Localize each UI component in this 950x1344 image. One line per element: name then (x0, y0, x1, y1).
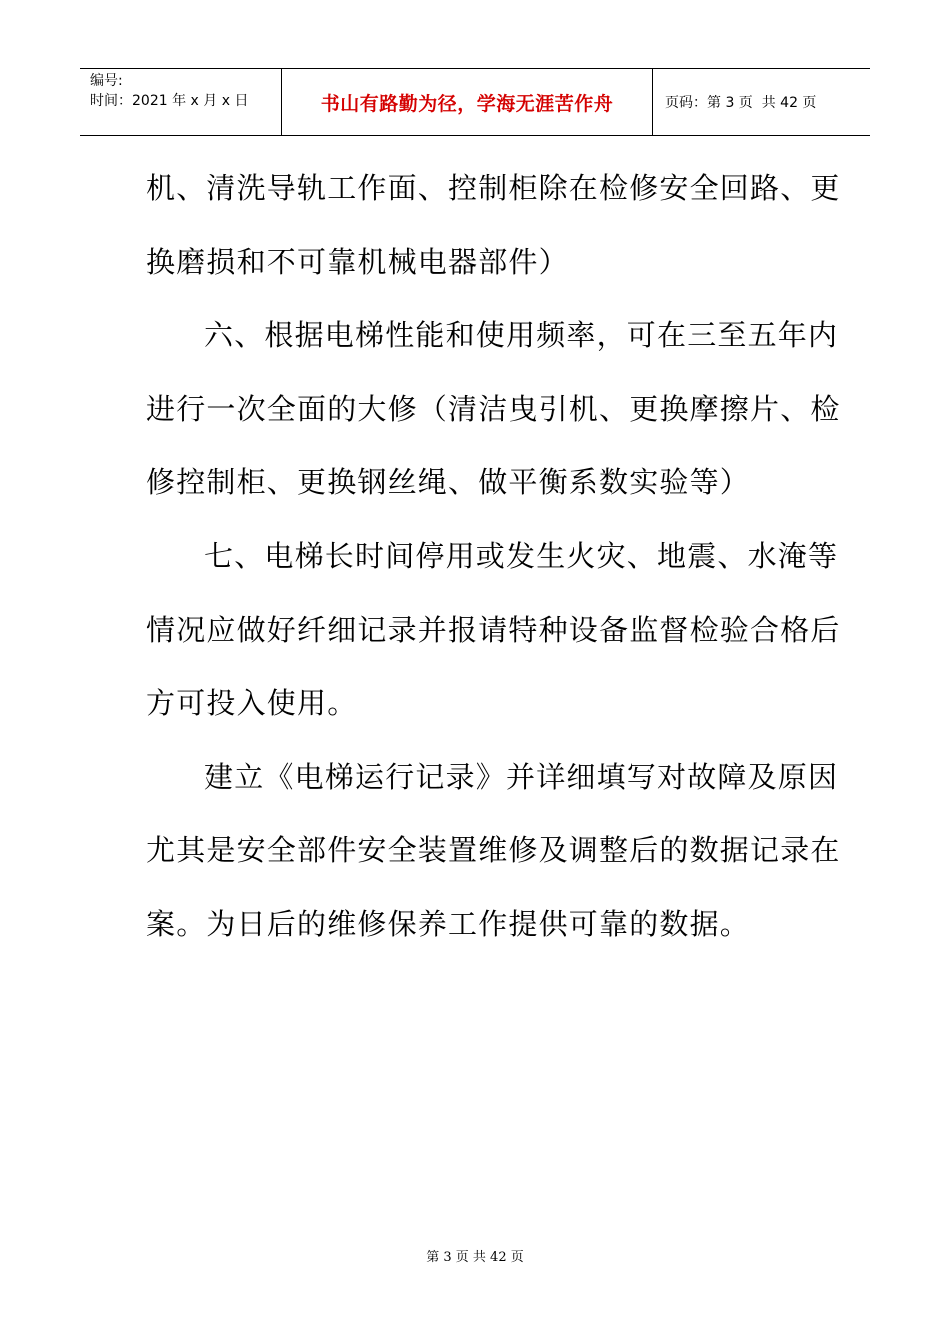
body-line: 修控制柜、更换钢丝绳、做平衡系数实验等） (146, 465, 751, 500)
body-line: 方可投入使用。 (146, 686, 358, 721)
header-meta-cell (80, 69, 282, 135)
body-line: 建立《电梯运行记录》并详细填写对故障及原因 (204, 759, 839, 794)
body-line: 尤其是安全部件安全装置维修及调整后的数据记录在 (146, 833, 841, 868)
body-line: 七、电梯长时间停用或发生火灾、地震、水淹等 (204, 538, 839, 573)
header-time-label: 时间：2021 年 x 月 x 日 (90, 93, 249, 109)
page-footer: 第 3 页 共 42 页 (426, 1250, 524, 1265)
body-line: 情况应做好纤细记录并报请特种设备监督检验合格后 (146, 612, 841, 647)
body-line: 进行一次全面的大修（清洁曳引机、更换摩擦片、检 (146, 391, 841, 426)
body-line: 换磨损和不可靠机械电器部件） (146, 244, 569, 279)
body-line: 机、清洗导轨工作面、控制柜除在检修安全回路、更 (146, 171, 841, 205)
document-body (146, 152, 841, 962)
header-number-label: 编号: (90, 73, 123, 89)
page-header (80, 68, 870, 136)
header-page-info: 页码：第 3 页 共 42 页 (665, 95, 817, 111)
header-motto: 书山有路勤为径，学海无涯苦作舟 (282, 69, 653, 135)
body-line: 六、根据电梯性能和使用频率，可在三至五年内 (204, 318, 839, 353)
body-line: 案。为日后的维修保养工作提供可靠的数据。 (146, 906, 751, 941)
